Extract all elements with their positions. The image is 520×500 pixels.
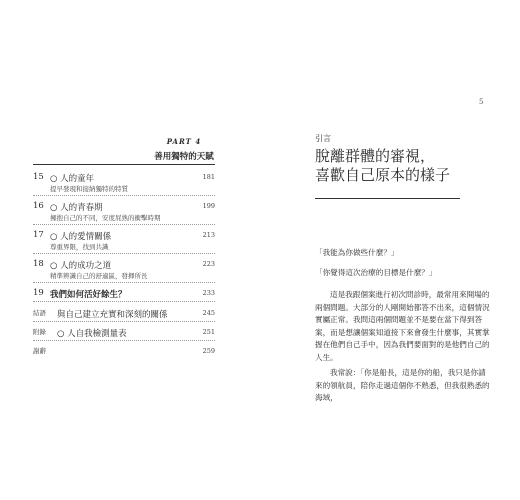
divider — [33, 321, 215, 322]
chapter-number: 15 — [33, 172, 44, 182]
chapter-page: 259 — [202, 347, 215, 355]
paragraph: 這是我跟個案進行初次問診時，最常用來開場的兩個問題。大部分的人剛開始都答不出來，這個情況實屬正常。我問這兩個問題並不是要在當下得到答案，而是想讓個案知道接下來會發生什麼事，其實掌握在他們自己手中，因為我們要面對的是他們自己的人生。 — [315, 290, 490, 362]
part-label: PART 4 — [166, 137, 202, 146]
divider — [33, 340, 215, 341]
chapter-page: 251 — [202, 328, 215, 336]
chapter-subtitle: 尊重界限，找到共識 — [50, 243, 109, 251]
divider — [33, 224, 215, 225]
divider — [33, 282, 215, 283]
page-number: 5 — [479, 98, 484, 106]
chapter-number: 19 — [33, 288, 44, 298]
paragraph: 「我能為你做些什麼？」 — [315, 248, 399, 257]
divider — [33, 253, 215, 254]
chapter-page: 181 — [202, 173, 215, 181]
chapter-subtitle: 精準辨識自己的舒適區，發揮所長 — [50, 272, 148, 280]
chapter-label: 引言 — [315, 134, 331, 143]
chapter-title: 我們如何活好餘生？ — [50, 290, 127, 300]
chapter-title: ○ 人的成功之道 — [50, 261, 112, 271]
paragraph: 「你覺得這次治療的目標是什麼？」 — [315, 268, 437, 277]
entry-prefix: 附錄 — [33, 328, 46, 336]
chapter-title: ○ 人的童年 — [50, 174, 95, 184]
chapter-number: 18 — [33, 259, 44, 269]
divider — [33, 195, 215, 196]
chapter-page: 233 — [202, 289, 215, 297]
entry-prefix: 謝辭 — [33, 347, 46, 355]
chapter-page: 199 — [202, 202, 215, 210]
chapter-title: ○ 人的愛情關係 — [50, 232, 112, 242]
chapter-title: ○ 人自我檢測量表 — [57, 329, 127, 339]
section-title: 善用獨特的天賦 — [154, 152, 214, 162]
paragraph: 我常說：「你是船長，這是你的船，我只是你請來的領航員，陪你走過這個你不熟悉，但我很熟悉的海域， — [315, 368, 490, 402]
heading-line: 喜歡自己原本的樣子 — [315, 166, 451, 184]
entry-prefix: 結語 — [33, 309, 46, 317]
heading-line: 脫離群體的審視， — [315, 147, 436, 165]
chapter-page: 245 — [202, 309, 215, 317]
chapter-number: 16 — [33, 201, 44, 211]
divider — [33, 164, 215, 165]
chapter-title: ○ 人的青春期 — [50, 203, 103, 213]
divider — [315, 198, 460, 199]
chapter-number: 17 — [33, 230, 44, 240]
divider — [33, 301, 215, 302]
chapter-page: 223 — [202, 260, 215, 268]
chapter-subtitle: 提早發現和接納獨特的特質 — [50, 185, 128, 193]
chapter-heading — [315, 147, 450, 185]
chapter-page: 213 — [202, 231, 215, 239]
chapter-title: 與自己建立充實和深刻的關係 — [57, 310, 168, 320]
chapter-subtitle: 擁抱自己的不同，安度屁熟的衝擊時期 — [50, 214, 161, 222]
